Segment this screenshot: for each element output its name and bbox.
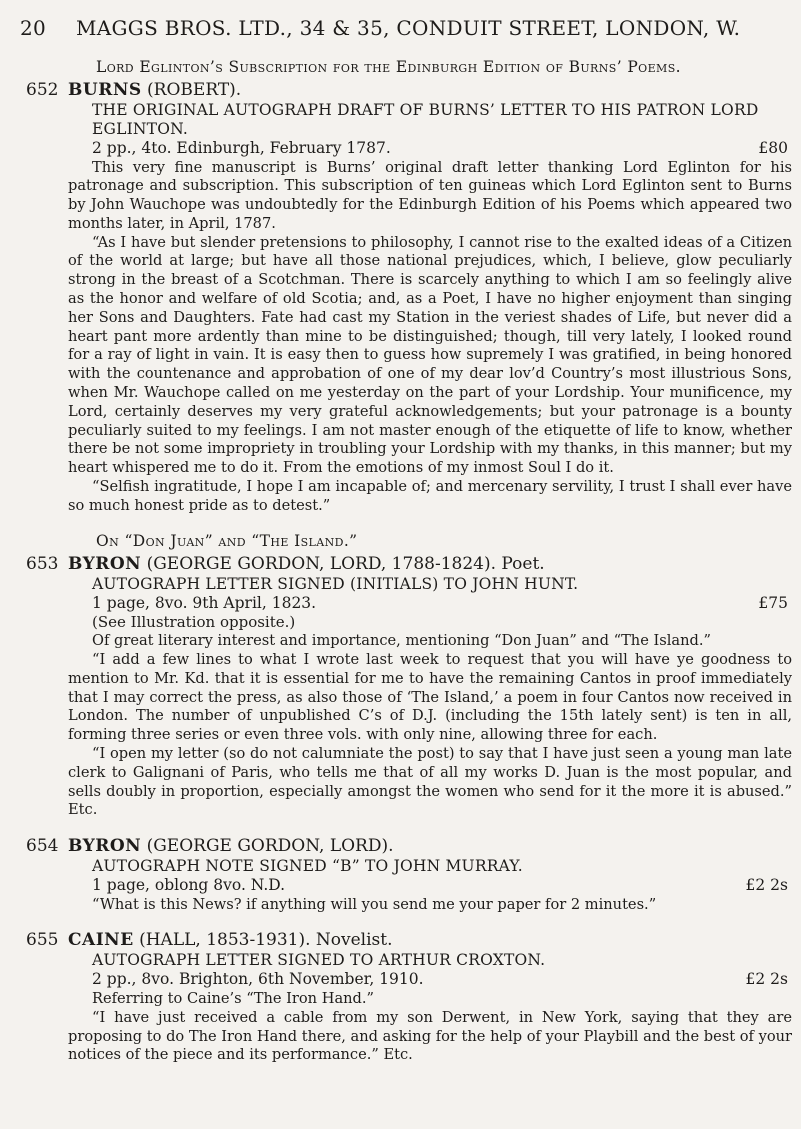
item-format: 1 page, oblong 8vo. N.D. <box>92 876 286 895</box>
entry-paragraph: “Selfish ingratitude, I hope I am incapable of; and mercenary servility, I trust I shall ever have so much honest pride as to detest.” <box>68 478 792 514</box>
entry-paragraph: “I open my letter (so do not calumniate the post) to say that I have just seen a young man late clerk to Galignani of Paris, who tells me that of all my works D. Juan is the most popular, and sells doubly in proportion, especially amongst the women who send for it the more it is abused.” Etc. <box>68 744 792 819</box>
item-format: 1 page, 8vo. 9th April, 1823. <box>92 593 317 612</box>
item-description-line <box>68 139 792 159</box>
entry-paragraph: “As I have but slender pretensions to philosophy, I cannot rise to the exalted ideas of a Citizen of the world at large; but have all those national prejudices, which, I believe, glow peculiarly strong in the breast of a Scotchman. There is scarcely anything to which I am so feelingly alive as the honor and welfare of old Scotia; and, as a Poet, I have no higher enjoyment than singing her Sons and Daughters. Fate had cast my Station in the veriest shades of Life, but never did a heart pant more ardently than mine to be distinguished; though, till very lately, I looked round for a ray of light in vain. It is easy then to guess how supremely I was gratified, in being honored with the countenance and approbation of one of my dear lov’d Country’s most illustrious Sons, when Mr. Wauchope called on me yesterday on the part of your Lordship. Your munificence, my Lord, certainly deserves my very grateful acknowledgements; but your patronage is a bounty peculiarly suited to my feelings. I am not master enough of the etiquette of life to know, whether there be not some impropriety in troubling your Lordship with my thanks, in this manner; but my heart whispered me to do it. From the emotions of my inmost Soul I do it. <box>68 233 792 477</box>
author-details: (GEORGE GORDON, LORD). <box>146 836 394 857</box>
item-description-line <box>68 970 792 990</box>
entry-row <box>26 80 792 516</box>
entry-intro-heading: Lord Eglinton’s Subscription for the Edinburgh Edition of Burns’ Poems. <box>96 58 681 76</box>
item-title: THE ORIGINAL AUTOGRAPH DRAFT OF BURNS’ LETTER TO HIS PATRON LORD EGLINTON. <box>92 101 759 138</box>
catalogue-entry <box>26 930 792 1065</box>
entry-body <box>68 930 792 1065</box>
item-title: AUTOGRAPH LETTER SIGNED TO ARTHUR CROXTON. <box>92 951 546 970</box>
author-name: BYRON <box>68 836 142 857</box>
entry-heading <box>68 930 792 950</box>
entry-row <box>26 836 792 914</box>
lot-number: 654 <box>26 836 59 857</box>
entry-row <box>26 554 792 820</box>
item-price: £2 2s <box>745 970 788 989</box>
running-head <box>20 16 790 40</box>
item-description-line <box>68 594 792 614</box>
entry-paragraph: Referring to Caine’s “The Iron Hand.” <box>92 989 374 1007</box>
author-name: BYRON <box>68 553 142 574</box>
catalogue-entry <box>26 532 792 820</box>
entry-paragraph: Of great literary interest and importance, mentioning “Don Juan” and “The Island.” <box>92 632 711 650</box>
entry-row <box>26 930 792 1065</box>
item-description-line <box>68 876 792 896</box>
illustration-note: (See Illustration opposite.) <box>92 613 296 632</box>
item-price: £80 <box>758 139 788 157</box>
author-details: (ROBERT). <box>147 80 242 100</box>
entry-body <box>68 836 792 914</box>
item-format: 2 pp., 4to. Edinburgh, February 1787. <box>92 139 391 157</box>
item-title: AUTOGRAPH LETTER SIGNED (INITIALS) TO JOHN HUNT. <box>92 574 579 593</box>
entry-paragraph: “What is this News? if anything will you send me your paper for 2 minutes.” <box>92 895 657 913</box>
lot-number: 652 <box>26 80 59 100</box>
entry-body <box>68 554 792 820</box>
publisher-line: MAGGS BROS. LTD., 34 & 35, CONDUIT STREET, LONDON, W. <box>76 16 741 40</box>
lot-number: 653 <box>26 553 59 574</box>
entry-body <box>68 80 792 516</box>
page-number: 20 <box>20 16 47 40</box>
entry-paragraph: “I add a few lines to what I wrote last week to request that you will have ye goodness to mention to Mr. Kd. that it is essential for me to have the remaining Cantos in proof immediately that I may correct the press, as also those of ‘The Island,’ a poem in four Cantos now received in London. The number of unpublished C’s of D.J. (including the 15th lately sent) is ten in all, forming three series or even three vols. with only nine, allowing three for each. <box>68 650 792 744</box>
author-name: BURNS <box>68 80 142 100</box>
entry-heading <box>68 554 792 574</box>
author-name: CAINE <box>68 930 134 951</box>
catalogue-entry <box>26 58 792 516</box>
lot-number: 655 <box>26 930 59 951</box>
item-price: £2 2s <box>745 876 788 895</box>
catalogue-entry <box>26 836 792 914</box>
item-title: AUTOGRAPH NOTE SIGNED “B” TO JOHN MURRAY. <box>92 857 523 876</box>
author-details: (GEORGE GORDON, LORD, 1788-1824). Poet. <box>146 553 545 574</box>
author-details: (HALL, 1853-1931). Novelist. <box>139 930 393 951</box>
catalogue-entries <box>26 58 792 1081</box>
entry-heading <box>68 836 792 856</box>
item-price: £75 <box>758 593 788 612</box>
entry-paragraph: “I have just received a cable from my son Derwent, in New York, saying that they are proposing to do The Iron Hand there, and asking for the help of your Playbill and the best of your notices of the piece and its performance.” Etc. <box>68 1008 792 1064</box>
entry-heading <box>68 80 792 100</box>
entry-paragraph: This very fine manuscript is Burns’ original draft letter thanking Lord Eglinton for his patronage and subscription. This subscription of ten guineas which Lord Eglinton sent to Burns by John Wauchope was undoubtedly for the Edinburgh Edition of his Poems which appeared two months later, in April, 1787. <box>68 158 792 232</box>
item-format: 2 pp., 8vo. Brighton, 6th November, 1910. <box>92 970 424 989</box>
entry-intro-heading: On “Don Juan” and “The Island.” <box>96 531 358 550</box>
